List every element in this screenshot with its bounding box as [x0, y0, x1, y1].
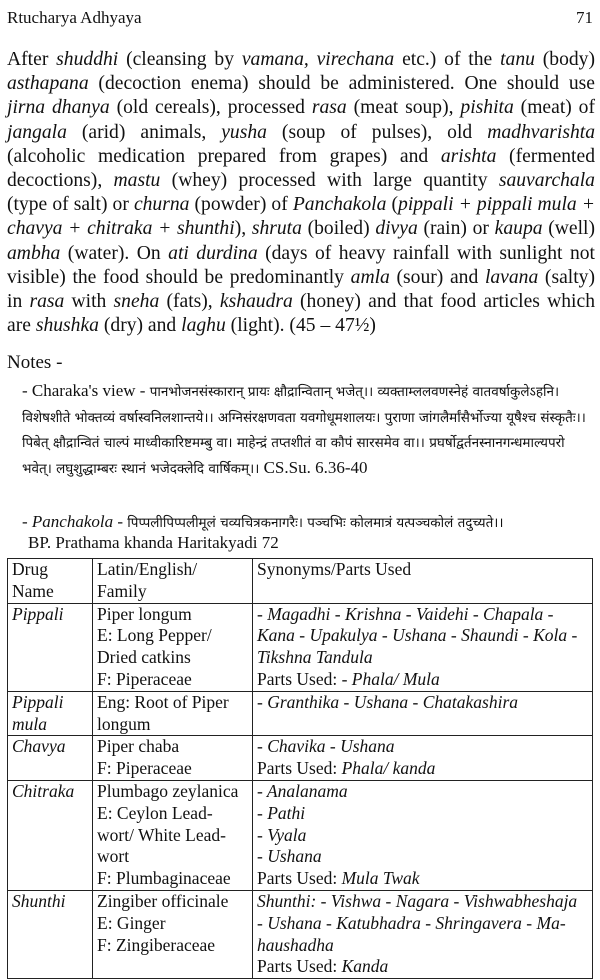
- text-run: (sour) and: [389, 266, 485, 288]
- parts-used: [257, 669, 588, 691]
- latin-line: Piper longum: [97, 603, 192, 624]
- synonyms-cell: [253, 890, 593, 978]
- parts-used-label: Parts Used:: [257, 758, 342, 779]
- drug-name-cell: [8, 603, 93, 691]
- text-run: with: [64, 291, 114, 313]
- parts-used-value: - Phala/ Mula: [341, 668, 440, 689]
- drug-name-line: Shunthi: [12, 890, 66, 911]
- synonym-line: - Ushana: [257, 846, 322, 867]
- latin-line: F: Piperaceae: [97, 758, 192, 779]
- latin-line: F: Piperaceae: [97, 668, 192, 689]
- text-run: (fats),: [159, 291, 220, 313]
- page-header: [7, 8, 593, 30]
- table-row: [8, 603, 593, 691]
- text-run: (boiled): [301, 218, 376, 240]
- synonyms-cell: [253, 736, 593, 781]
- italic-term: Panchakola: [292, 194, 387, 216]
- text-run: (powder) of: [189, 194, 293, 216]
- drug-name-line: Pippali: [12, 691, 64, 712]
- latin-line: Plumbago zeylanica: [97, 780, 239, 801]
- text-run: (body): [534, 49, 595, 70]
- note-panchakola-separator: -: [113, 512, 128, 531]
- synonym-line: Tikshna Tandula: [257, 647, 373, 668]
- drug-name-line: Pippali: [12, 603, 64, 624]
- italic-term: divya: [375, 218, 418, 240]
- italic-term: sauvarchala: [498, 170, 595, 192]
- parts-used-value: Kanda: [341, 956, 389, 977]
- synonym-line: haushadha: [257, 934, 334, 955]
- italic-term: yusha: [221, 121, 267, 143]
- text-run: (: [386, 194, 399, 216]
- drug-name-cell: [8, 780, 93, 890]
- italic-term: asthapana: [7, 73, 89, 95]
- drug-name-cell: [8, 736, 93, 781]
- header-line: Drug: [12, 559, 48, 579]
- synonym-line: - Vyala: [257, 824, 307, 845]
- italic-term: madhvarishta: [487, 121, 595, 143]
- table-row: [8, 890, 593, 978]
- latin-line: F: Plumbaginaceae: [97, 868, 231, 889]
- text-run: ),: [234, 218, 252, 240]
- parts-used-value: Phala/ kanda: [341, 758, 436, 779]
- running-title: Rtucharya Adhyaya: [7, 8, 142, 27]
- page-number: 71: [576, 8, 593, 27]
- italic-term: churna: [133, 194, 190, 216]
- latin-family-cell: [93, 691, 253, 736]
- notes-heading: Notes -: [7, 352, 63, 373]
- text-run: (salty) in: [7, 266, 595, 313]
- header-line: Name: [12, 580, 54, 601]
- synonym-line: - Ushana - Katubhadra - Shringavera - Ma-: [257, 912, 566, 933]
- parts-used-label: Parts Used:: [257, 956, 342, 977]
- latin-line: longum: [97, 713, 151, 734]
- latin-line: E: Long Pepper/: [97, 625, 212, 646]
- text-run: (dry) and: [98, 315, 182, 337]
- italic-term: pishita: [460, 97, 514, 119]
- text-run: (cleansing by: [118, 49, 242, 70]
- synonym-line: - Granthika - Ushana - Chatakashira: [257, 691, 519, 712]
- latin-line: wort: [97, 846, 130, 867]
- italic-term: kaupa: [494, 218, 543, 240]
- drug-table: [7, 558, 593, 979]
- latin-family-cell: [93, 736, 253, 781]
- text-run: (type of salt) or: [7, 194, 134, 216]
- table-header-row: [8, 559, 593, 604]
- text-run: (honey) and that food articles which are: [7, 291, 595, 337]
- latin-line: Piper chaba: [97, 736, 180, 757]
- table-row: [8, 691, 593, 736]
- parts-used-value: Mula Twak: [341, 868, 420, 889]
- header-latin-family: [93, 559, 253, 604]
- text-run: (arid) animals,: [66, 121, 222, 143]
- italic-term: shuddhi: [56, 49, 119, 70]
- text-run: After: [7, 49, 57, 70]
- parts-used-label: Parts Used:: [257, 868, 342, 889]
- synonyms-cell: [253, 691, 593, 736]
- latin-line: F: Zingiberaceae: [97, 934, 216, 955]
- italic-term: ambha: [7, 242, 61, 264]
- drug-name-cell: [8, 890, 93, 978]
- italic-term: jirna dhanya: [7, 97, 110, 119]
- text-run: etc.) of the: [394, 49, 501, 70]
- text-run: (meat) of: [513, 97, 596, 119]
- synonyms-cell: [253, 780, 593, 890]
- parts-used: [257, 956, 588, 978]
- italic-term: vamana, virechana: [241, 49, 395, 70]
- synonym-line: - Magadhi - Krishna - Vaidehi - Chapala -: [257, 603, 554, 624]
- italic-term: jangala: [7, 121, 67, 143]
- latin-line: E: Ceylon Lead-: [97, 802, 213, 823]
- drug-name-line: Chavya: [12, 736, 66, 757]
- text-run: (water). On: [60, 242, 169, 264]
- note-panchakola-label: - Panchakola: [22, 512, 114, 531]
- synonym-line: Kana - Upakulya - Ushana - Shaundi - Kola -: [257, 625, 578, 646]
- latin-family-cell: [93, 780, 253, 890]
- note-panchakola-sanskrit: पिप्पलीपिप्पलीमूलं चव्यचित्रकनागरैः। पञ्चभिः कोलमात्रं यत्पञ्चकोलं तदुच्यते।।: [127, 515, 504, 531]
- text-run: (meat soup),: [346, 97, 461, 119]
- text-run: (soup of pulses), old: [266, 121, 488, 143]
- italic-term: kshaudra: [219, 291, 293, 313]
- italic-term: amla: [350, 266, 390, 288]
- text-run: (rain) or: [417, 218, 495, 240]
- note-charaka-sanskrit: पानभोजनसंस्कारान् प्रायः क्षौद्रान्वितान् भजेत्।। व्यक्ताम्ललवणस्नेहं वातवर्षाकुलेऽहनि। विशेषशीते भोक्तव्यं वर्षास्वनिलशान्तये।। अग्निसंरक्षणवता यवगोधूमशालयः। पुराणा जांगलैर्मांसैर्भोज्या यूषैश्च संस्कृतैः।। पिबेत् क्षौद्रान्वितं चाल्पं माध्वीकारिष्टमम्बु वा। माहेन्द्रं तप्तशीतं वा कौपं सारसमेव वा।। प्रघर्षोद्वर्तनस्नानगन्धमाल्यपरो भवेत्। लघुशुद्धाम्बरः स्थानं भजेदक्लेदि वार्षिकम्।।: [22, 384, 586, 478]
- italic-term: lavana: [484, 266, 539, 288]
- parts-used: [257, 758, 588, 780]
- latin-line: Zingiber officinale: [97, 890, 229, 911]
- synonyms-cell: [253, 603, 593, 691]
- italic-term: ati durdina: [168, 242, 258, 264]
- latin-family-cell: [93, 890, 253, 978]
- drug-name-cell: [8, 691, 93, 736]
- latin-line: wort/ White Lead-: [97, 824, 226, 845]
- latin-line: E: Ginger: [97, 912, 166, 933]
- text-run: (days of heavy rainfall with sunlight not visible) the food should be predominantly: [7, 242, 595, 288]
- italic-term: mastu: [113, 170, 161, 192]
- latin-family-cell: [93, 603, 253, 691]
- drug-name-line: Chitraka: [12, 780, 75, 801]
- text-run: (decoction enema) should be administered. One should use: [88, 73, 595, 95]
- note-panchakola: [22, 510, 592, 536]
- note-charaka-reference: CS.Su. 6.36-40: [259, 458, 368, 478]
- text-run: (whey) processed with large quantity: [160, 170, 499, 192]
- italic-term: arishta: [440, 145, 497, 167]
- parts-used-label: Parts Used:: [257, 668, 342, 689]
- italic-term: tanu: [500, 49, 535, 70]
- header-line: Latin/English/: [97, 559, 198, 579]
- main-paragraph: [7, 48, 595, 338]
- synonym-line: - Chavika - Ushana: [257, 736, 395, 757]
- text-run: (light). (45 – 47½): [225, 315, 376, 337]
- text-run: (old cereals), processed: [109, 97, 312, 119]
- italic-term: shushka: [35, 315, 99, 337]
- italic-term: shruta: [251, 218, 302, 240]
- table-row: [8, 736, 593, 781]
- header-synonyms: [253, 559, 593, 604]
- header-line: Synonyms/Parts Used: [257, 559, 412, 579]
- synonym-line: Shunthi: - Vishwa - Nagara - Vishwabheshaja: [257, 890, 578, 911]
- note-panchakola-reference: BP. Prathama khanda Haritakyadi 72: [28, 533, 279, 552]
- text-run: (alcoholic medication prepared from grapes) and: [7, 145, 441, 167]
- synonym-line: - Analanama: [257, 780, 348, 801]
- text-run: (fermented decoctions),: [7, 145, 595, 192]
- note-charaka-label: - Charaka's view -: [22, 381, 150, 400]
- header-drug-name: [8, 559, 93, 604]
- italic-term: rasa: [311, 97, 347, 119]
- drug-name-line: mula: [12, 713, 47, 734]
- text-run: (well): [542, 218, 596, 240]
- parts-used: [257, 868, 588, 890]
- note-charaka: [22, 379, 592, 482]
- italic-term: sneha: [113, 291, 160, 313]
- header-line: Family: [97, 580, 147, 601]
- latin-line: Eng: Root of Piper: [97, 691, 229, 712]
- italic-term: pippali + pippali mula + chavya + chitraka + shunthi: [7, 194, 595, 240]
- latin-line: Dried catkins: [97, 647, 191, 668]
- table-row: [8, 780, 593, 890]
- synonym-line: - Pathi: [257, 802, 306, 823]
- italic-term: rasa: [29, 291, 65, 313]
- italic-term: laghu: [181, 315, 226, 337]
